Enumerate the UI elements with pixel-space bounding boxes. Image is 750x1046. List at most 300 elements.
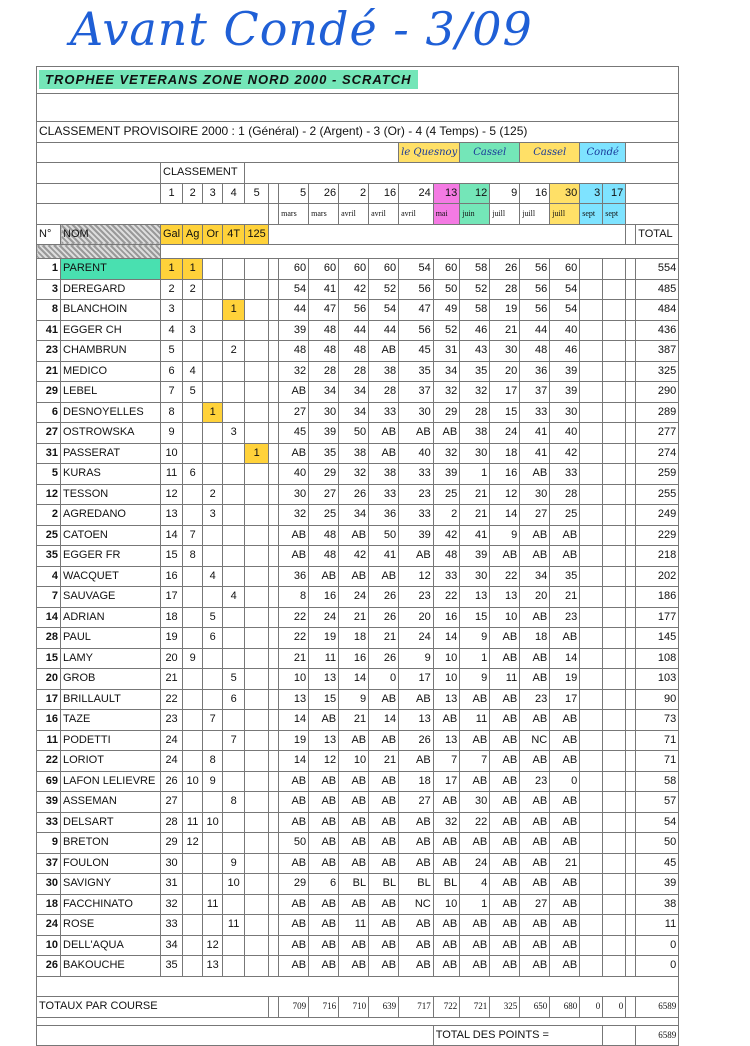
race-month: mars (279, 204, 309, 225)
race-points (580, 361, 603, 382)
race-points: AB (460, 689, 490, 710)
class-rank (223, 648, 245, 669)
class-rank: 28 (161, 812, 183, 833)
race-points: 39 (433, 464, 460, 485)
row-number: 39 (37, 792, 61, 813)
class-rank (223, 382, 245, 403)
row-number: 8 (37, 300, 61, 321)
race-total: 650 (520, 997, 550, 1018)
class-rank: 10 (223, 874, 245, 895)
race-points: AB (550, 546, 580, 567)
race-points: 11 (339, 915, 369, 936)
athlete-name: BAKOUCHE (61, 956, 161, 977)
race-points: AB (369, 771, 399, 792)
race-points (580, 751, 603, 772)
race-points: 7 (460, 751, 490, 772)
race-points (580, 894, 603, 915)
race-month: mai (433, 204, 460, 225)
race-points: 25 (550, 505, 580, 526)
class-rank (223, 607, 245, 628)
class-rank (245, 628, 269, 649)
class-rank: 20 (161, 648, 183, 669)
race-points (603, 259, 626, 280)
race-points: AB (399, 935, 434, 956)
class-rank: 2 (183, 279, 203, 300)
race-points (603, 279, 626, 300)
race-points: 0 (550, 771, 580, 792)
total-points-row (37, 1025, 679, 1046)
race-points: 14 (339, 669, 369, 690)
race-points: 9 (490, 525, 520, 546)
race-points: 38 (460, 423, 490, 444)
athlete-total: 249 (636, 505, 679, 526)
race-points: 30 (460, 566, 490, 587)
class-rank (245, 648, 269, 669)
race-month: mars (309, 204, 339, 225)
race-points: AB (339, 771, 369, 792)
class-rank: 2 (203, 484, 223, 505)
race-points: AB (490, 915, 520, 936)
race-points: 30 (460, 792, 490, 813)
class-rank (183, 423, 203, 444)
race-points (580, 505, 603, 526)
classement-label: CLASSEMENT (161, 163, 245, 184)
race-points: 56 (520, 279, 550, 300)
class-rank: 9 (203, 771, 223, 792)
class-number: 5 (245, 183, 269, 204)
athlete-total: 277 (636, 423, 679, 444)
class-rank (203, 341, 223, 362)
race-points: AB (399, 751, 434, 772)
race-points: 23 (550, 607, 580, 628)
athlete-name: KURAS (61, 464, 161, 485)
race-points (603, 792, 626, 813)
race-points: 27 (399, 792, 434, 813)
race-points: 15 (460, 607, 490, 628)
class-rank (183, 341, 203, 362)
class-rank (203, 423, 223, 444)
race-total: 0 (603, 997, 626, 1018)
race-points: 18 (339, 628, 369, 649)
race-points: AB (520, 874, 550, 895)
row-number: 69 (37, 771, 61, 792)
race-points: 33 (369, 484, 399, 505)
athlete-name: PODETTI (61, 730, 161, 751)
race-points: 40 (279, 464, 309, 485)
race-points: BL (339, 874, 369, 895)
race-points: AB (339, 956, 369, 977)
race-points: 48 (309, 525, 339, 546)
race-points: AB (339, 894, 369, 915)
col-ag-label: Ag (183, 224, 203, 245)
class-rank: 7 (223, 730, 245, 751)
race-points: 39 (460, 546, 490, 567)
race-points: 47 (399, 300, 434, 321)
athlete-name: OSTROWSKA (61, 423, 161, 444)
class-rank (183, 751, 203, 772)
table-row (37, 382, 679, 403)
athlete-name: WACQUET (61, 566, 161, 587)
race-points: 4 (460, 874, 490, 895)
class-rank (183, 853, 203, 874)
race-points (580, 402, 603, 423)
race-points: 56 (399, 320, 434, 341)
athlete-name: MEDICO (61, 361, 161, 382)
race-points: AB (550, 730, 580, 751)
class-rank (245, 812, 269, 833)
class-rank: 35 (161, 956, 183, 977)
race-day: 9 (490, 183, 520, 204)
athlete-name: FOULON (61, 853, 161, 874)
race-points (603, 423, 626, 444)
race-points: AB (460, 730, 490, 751)
class-rank (203, 443, 223, 464)
class-rank: 12 (161, 484, 183, 505)
athlete-total: 0 (636, 935, 679, 956)
race-points: 30 (520, 484, 550, 505)
race-points: 13 (490, 587, 520, 608)
class-rank (183, 566, 203, 587)
class-rank: 1 (223, 300, 245, 321)
race-points (603, 525, 626, 546)
race-points: AB (490, 833, 520, 854)
table-row (37, 402, 679, 423)
table-row (37, 833, 679, 854)
class-rank (203, 279, 223, 300)
race-points (603, 300, 626, 321)
race-points: 0 (369, 669, 399, 690)
race-points: 33 (399, 464, 434, 485)
race-points: AB (309, 710, 339, 731)
class-rank (183, 956, 203, 977)
race-points: AB (490, 874, 520, 895)
race-points: 21 (369, 751, 399, 772)
race-points (603, 730, 626, 751)
race-total: 325 (490, 997, 520, 1018)
race-points (580, 300, 603, 321)
race-total: 716 (309, 997, 339, 1018)
race-points (603, 751, 626, 772)
totals-row (37, 997, 679, 1018)
race-month: sept (580, 204, 603, 225)
race-note: Cassel (520, 142, 580, 163)
table-row (37, 300, 679, 321)
race-points: 9 (339, 689, 369, 710)
race-points: 11 (309, 648, 339, 669)
race-note: Cassel (460, 142, 520, 163)
race-points: 21 (460, 484, 490, 505)
race-points: AB (399, 915, 434, 936)
race-points: AB (339, 566, 369, 587)
athlete-total: 289 (636, 402, 679, 423)
race-points: 1 (460, 464, 490, 485)
race-points: 35 (550, 566, 580, 587)
race-points: AB (520, 669, 550, 690)
col-t4-label: 4T (223, 224, 245, 245)
race-points (603, 874, 626, 895)
race-points: AB (520, 751, 550, 772)
class-number: 4 (223, 183, 245, 204)
class-number: 1 (161, 183, 183, 204)
race-points: 20 (490, 361, 520, 382)
class-rank (245, 833, 269, 854)
race-points: AB (550, 628, 580, 649)
race-points: 54 (369, 300, 399, 321)
table-row (37, 853, 679, 874)
athlete-name: EGGER CH (61, 320, 161, 341)
race-day: 16 (369, 183, 399, 204)
race-points: 28 (369, 382, 399, 403)
race-points: AB (369, 341, 399, 362)
race-points: 21 (279, 648, 309, 669)
table-row (37, 710, 679, 731)
race-points: 60 (339, 259, 369, 280)
table-row (37, 341, 679, 362)
row-number: 6 (37, 402, 61, 423)
class-rank (203, 833, 223, 854)
class-rank (223, 710, 245, 731)
race-points: AB (339, 833, 369, 854)
row-number: 16 (37, 710, 61, 731)
row-number: 31 (37, 443, 61, 464)
class-rank: 30 (161, 853, 183, 874)
athlete-total: 259 (636, 464, 679, 485)
table-row (37, 259, 679, 280)
race-total: 717 (399, 997, 434, 1018)
class-number: 2 (183, 183, 203, 204)
race-points: 56 (399, 279, 434, 300)
race-points: AB (279, 443, 309, 464)
race-points (580, 382, 603, 403)
results-table (36, 66, 679, 1046)
race-points: 21 (339, 710, 369, 731)
class-rank (183, 505, 203, 526)
race-points: AB (309, 915, 339, 936)
race-points: AB (279, 853, 309, 874)
class-rank (223, 259, 245, 280)
athlete-total: 202 (636, 566, 679, 587)
race-points: AB (369, 915, 399, 936)
race-points (603, 341, 626, 362)
table-row (37, 320, 679, 341)
athlete-total: 71 (636, 730, 679, 751)
class-rank (223, 546, 245, 567)
class-rank: 12 (183, 833, 203, 854)
race-points: 39 (279, 320, 309, 341)
race-day: 16 (520, 183, 550, 204)
class-rank (183, 874, 203, 895)
handwritten-title: Avant Condé - 3/09 (70, 2, 533, 56)
class-rank (245, 566, 269, 587)
race-points (603, 812, 626, 833)
race-points: 1 (460, 894, 490, 915)
table-row (37, 525, 679, 546)
race-points (603, 833, 626, 854)
race-points: 26 (399, 730, 434, 751)
race-points: 30 (309, 402, 339, 423)
race-points: 28 (339, 361, 369, 382)
athlete-name: AGREDANO (61, 505, 161, 526)
race-points: 21 (490, 320, 520, 341)
race-points: AB (550, 751, 580, 772)
race-points: AB (460, 956, 490, 977)
race-day: 5 (279, 183, 309, 204)
race-points (580, 607, 603, 628)
race-points: 54 (550, 300, 580, 321)
race-points: 23 (399, 484, 434, 505)
class-rank (223, 935, 245, 956)
class-rank: 21 (161, 669, 183, 690)
race-points: AB (369, 853, 399, 874)
class-rank (223, 894, 245, 915)
race-points: 32 (460, 382, 490, 403)
race-points: 33 (550, 464, 580, 485)
class-rank: 27 (161, 792, 183, 813)
athlete-total: 58 (636, 771, 679, 792)
row-number: 20 (37, 669, 61, 690)
race-points: 32 (339, 464, 369, 485)
class-rank (203, 259, 223, 280)
race-points: AB (369, 935, 399, 956)
race-points: 28 (460, 402, 490, 423)
athlete-total: 73 (636, 710, 679, 731)
row-number: 25 (37, 525, 61, 546)
race-points: 47 (309, 300, 339, 321)
row-number: 23 (37, 341, 61, 362)
race-points (603, 464, 626, 485)
class-rank: 6 (203, 628, 223, 649)
race-points: 19 (490, 300, 520, 321)
race-points: 36 (369, 505, 399, 526)
class-rank (203, 689, 223, 710)
race-points: 44 (520, 320, 550, 341)
row-number: 21 (37, 361, 61, 382)
race-points: 19 (309, 628, 339, 649)
race-points (603, 853, 626, 874)
race-points: 17 (490, 382, 520, 403)
col-c125-label: 125 (245, 224, 269, 245)
table-row (37, 607, 679, 628)
race-points: 48 (279, 341, 309, 362)
race-points: AB (490, 935, 520, 956)
athlete-name: FACCHINATO (61, 894, 161, 915)
table-row (37, 648, 679, 669)
race-points: AB (433, 423, 460, 444)
race-points (580, 833, 603, 854)
race-points: 14 (433, 628, 460, 649)
athlete-total: 145 (636, 628, 679, 649)
race-points: 28 (490, 279, 520, 300)
race-points: AB (520, 607, 550, 628)
race-points: 15 (490, 402, 520, 423)
race-points: 32 (279, 505, 309, 526)
class-rank (223, 525, 245, 546)
athlete-name: DESNOYELLES (61, 402, 161, 423)
race-points: AB (433, 935, 460, 956)
athlete-total: 57 (636, 792, 679, 813)
athlete-total: 229 (636, 525, 679, 546)
race-points (580, 648, 603, 669)
race-points (580, 423, 603, 444)
race-points: 39 (399, 525, 434, 546)
race-points: AB (490, 792, 520, 813)
race-points (580, 484, 603, 505)
race-points: AB (309, 812, 339, 833)
race-total: 722 (433, 997, 460, 1018)
table-row (37, 751, 679, 772)
race-points: AB (309, 566, 339, 587)
class-rank (245, 689, 269, 710)
race-points: 50 (369, 525, 399, 546)
class-rank (183, 402, 203, 423)
race-points (603, 915, 626, 936)
race-points: 13 (460, 587, 490, 608)
class-rank (183, 792, 203, 813)
race-points: AB (433, 915, 460, 936)
race-points: AB (433, 853, 460, 874)
race-day: 3 (580, 183, 603, 204)
row-number: 27 (37, 423, 61, 444)
athlete-total: 387 (636, 341, 679, 362)
race-points: AB (309, 833, 339, 854)
class-rank: 1 (183, 259, 203, 280)
race-points (580, 853, 603, 874)
race-points (603, 689, 626, 710)
race-points (603, 320, 626, 341)
race-points: 31 (433, 341, 460, 362)
race-points: 29 (279, 874, 309, 895)
race-points: AB (279, 894, 309, 915)
race-total: 709 (279, 997, 309, 1018)
race-points: AB (309, 956, 339, 977)
athlete-name: PASSERAT (61, 443, 161, 464)
race-note: Condé (580, 142, 626, 163)
class-rank: 1 (203, 402, 223, 423)
race-points: 27 (520, 505, 550, 526)
race-points: AB (279, 915, 309, 936)
race-month: avril (399, 204, 434, 225)
race-points: 38 (369, 361, 399, 382)
athlete-name: ROSE (61, 915, 161, 936)
race-points (580, 792, 603, 813)
athlete-name: TESSON (61, 484, 161, 505)
athlete-total: 108 (636, 648, 679, 669)
race-points (580, 443, 603, 464)
class-rank (245, 484, 269, 505)
race-points: 39 (550, 361, 580, 382)
class-rank: 4 (203, 566, 223, 587)
race-points: 39 (550, 382, 580, 403)
race-points: AB (520, 833, 550, 854)
race-points: 17 (550, 689, 580, 710)
class-rank: 24 (161, 751, 183, 772)
race-points: 15 (309, 689, 339, 710)
race-points: 14 (550, 648, 580, 669)
race-points: 20 (399, 607, 434, 628)
row-number: 35 (37, 546, 61, 567)
class-rank: 34 (161, 935, 183, 956)
race-points: 6 (309, 874, 339, 895)
class-rank (245, 853, 269, 874)
race-points: 33 (520, 402, 550, 423)
race-points: 30 (490, 341, 520, 362)
race-points: AB (550, 915, 580, 936)
athlete-name: CHAMBRUN (61, 341, 161, 362)
race-points (603, 669, 626, 690)
class-rank: 11 (161, 464, 183, 485)
race-points: AB (520, 710, 550, 731)
race-points: NC (399, 894, 434, 915)
